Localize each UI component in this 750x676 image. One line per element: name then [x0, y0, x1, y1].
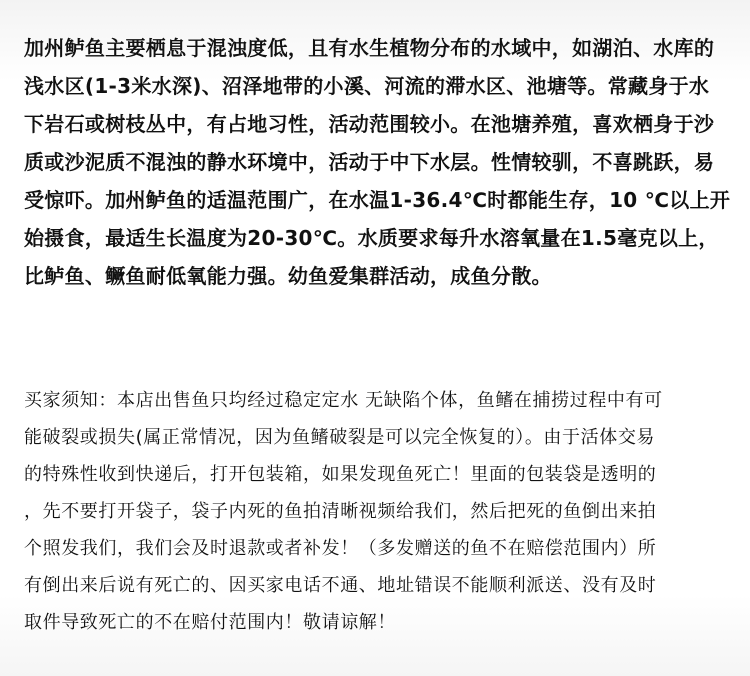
intro-line-2: 浅水区(1-3米水深)、沼泽地带的小溪、河流的滞水区、池塘等。常藏身于水	[24, 74, 710, 98]
intro-line-1: 加州鲈鱼主要栖息于混浊度低，且有水生植物分布的水域中，如湖泊、水库的	[24, 36, 715, 60]
notice-line-2: 能破裂或损失(属正常情况，因为鱼鳍破裂是可以完全恢复的）。由于活体交易	[24, 427, 656, 448]
intro-line-5: 受惊吓。加州鲈鱼的适温范围广，在水温1-36.4℃时都能生存，10 ℃以上开	[24, 188, 731, 212]
intro-line-4: 质或沙泥质不混浊的静水环境中，活动于中下水层。性情较驯，不喜跳跃，易	[24, 150, 715, 174]
intro-line-7: 比鲈鱼、鳜鱼耐低氧能力强。幼鱼爱集群活动，成鱼分散。	[24, 264, 552, 288]
notice-line-3: 的特殊性收到快递后，打开包装箱，如果发现鱼死亡！里面的包装袋是透明的	[24, 464, 657, 485]
notice-line-4: ，先不要打开袋子，袋子内死的鱼拍清晰视频给我们，然后把死的鱼倒出来拍	[24, 501, 657, 522]
intro-line-6: 始摄食，最适生长温度为20-30℃。水质要求每升水溶氧量在1.5毫克以上，	[24, 226, 719, 250]
intro-line-3: 下岩石或树枝丛中，有占地习性，活动范围较小。在池塘养殖，喜欢栖身于沙	[24, 112, 715, 136]
notice-line-6: 有倒出来后说有死亡的、因买家电话不通、地址错误不能顺利派送、没有及时	[24, 575, 657, 596]
notice-line-5: 个照发我们，我们会及时退款或者补发！（多发赠送的鱼不在赔偿范围内）所	[24, 538, 657, 559]
notice-line-1: 买家须知：本店出售鱼只均经过稳定定水 无缺陷个体，鱼鳍在捕捞过程中有可	[24, 390, 663, 411]
fish-habitat-description	[24, 29, 730, 295]
notice-line-7: 取件导致死亡的不在赔付范围内！敬请谅解！	[24, 612, 396, 633]
buyer-notice	[24, 382, 730, 641]
